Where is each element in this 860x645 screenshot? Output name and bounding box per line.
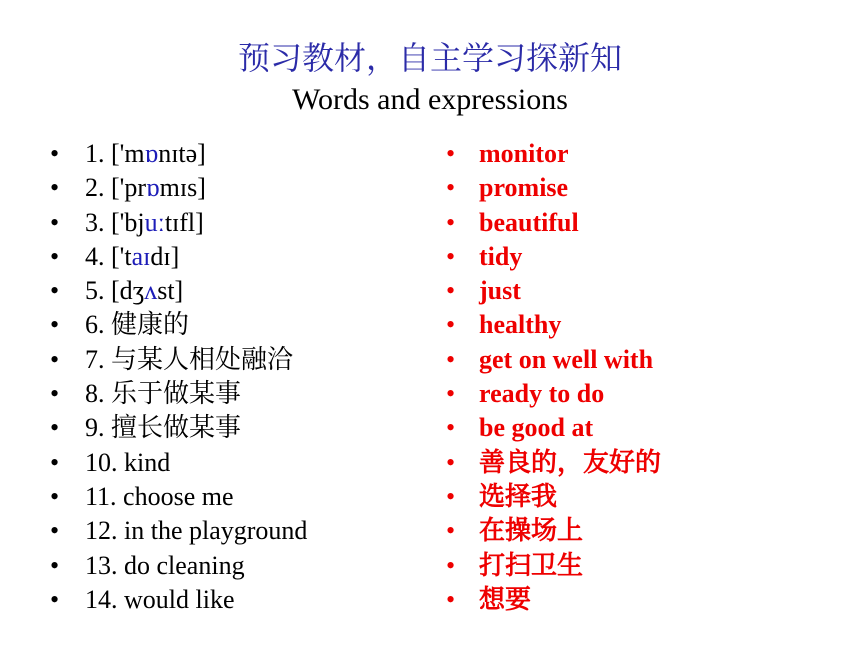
bullet-icon: • bbox=[50, 310, 60, 340]
answer-text: get on well with bbox=[479, 344, 654, 374]
phonetic-highlight: uː bbox=[144, 207, 165, 237]
bullet-icon: • bbox=[446, 481, 456, 511]
answer-text: 在操场上 bbox=[479, 516, 584, 546]
answer-text: promise bbox=[479, 173, 569, 203]
bullet-icon: • bbox=[50, 413, 60, 443]
bullet-icon: • bbox=[50, 276, 60, 306]
answer-item bbox=[446, 137, 661, 171]
bullet-icon: • bbox=[446, 139, 456, 168]
exercise-text-tail: dɪ] bbox=[150, 241, 180, 271]
bullet-icon: • bbox=[50, 241, 60, 271]
exercise-item bbox=[50, 514, 307, 548]
answer-item bbox=[446, 206, 661, 240]
exercise-item bbox=[50, 206, 307, 240]
exercise-text-tail: mɪs] bbox=[159, 173, 206, 203]
answer-item bbox=[446, 343, 661, 377]
answer-item bbox=[446, 549, 661, 583]
bullet-icon: • bbox=[446, 173, 456, 203]
exercise-item bbox=[50, 583, 307, 617]
answer-item bbox=[446, 480, 661, 514]
answer-text: be good at bbox=[479, 413, 594, 443]
answer-text: 善良的，友好的 bbox=[479, 447, 662, 477]
exercise-item bbox=[50, 308, 307, 342]
exercise-text-tail: nɪtə] bbox=[158, 139, 206, 168]
exercise-item bbox=[50, 446, 307, 480]
exercise-text: 11. choose me bbox=[85, 481, 234, 511]
exercise-item bbox=[50, 171, 307, 205]
answer-text: beautiful bbox=[479, 207, 579, 237]
answer-item bbox=[446, 240, 661, 274]
answer-text: just bbox=[479, 276, 521, 306]
bullet-icon: • bbox=[446, 550, 456, 580]
exercise-text: 4. ['t bbox=[85, 241, 132, 271]
answer-text: 想要 bbox=[479, 584, 532, 614]
exercise-item bbox=[50, 343, 307, 377]
exercise-item bbox=[50, 411, 307, 445]
bullet-icon: • bbox=[50, 207, 60, 237]
answer-text: 选择我 bbox=[479, 481, 558, 511]
bullet-icon: • bbox=[50, 173, 60, 203]
bullet-icon: • bbox=[50, 379, 60, 409]
bullet-icon: • bbox=[446, 447, 456, 477]
phonetic-highlight: ɒ bbox=[144, 139, 159, 168]
answer-text: ready to do bbox=[479, 379, 605, 409]
exercise-text: 8. 乐于做某事 bbox=[85, 379, 242, 409]
answer-text: tidy bbox=[479, 241, 523, 271]
answer-item bbox=[446, 583, 661, 617]
bullet-icon: • bbox=[446, 276, 456, 306]
answer-item bbox=[446, 274, 661, 308]
answer-text: healthy bbox=[479, 310, 562, 340]
phonetic-highlight: ɒ bbox=[146, 173, 160, 203]
answer-item bbox=[446, 171, 661, 205]
phonetic-highlight: ʌ bbox=[144, 276, 158, 306]
exercise-list bbox=[50, 137, 307, 617]
bullet-icon: • bbox=[446, 241, 456, 271]
exercise-text: 3. ['bj bbox=[85, 207, 145, 237]
exercise-item bbox=[50, 377, 307, 411]
slide-title-english: Words and expressions bbox=[292, 83, 568, 116]
exercise-text: 10. kind bbox=[85, 447, 171, 477]
exercise-item bbox=[50, 549, 307, 583]
exercise-item bbox=[50, 240, 307, 274]
bullet-icon: • bbox=[50, 516, 60, 546]
phonetic-highlight: aɪ bbox=[131, 241, 151, 271]
bullet-icon: • bbox=[446, 413, 456, 443]
exercise-text: 13. do cleaning bbox=[85, 550, 245, 580]
bullet-icon: • bbox=[446, 379, 456, 409]
exercise-item bbox=[50, 137, 307, 171]
answer-item bbox=[446, 411, 661, 445]
answer-text: monitor bbox=[479, 139, 569, 168]
bullet-icon: • bbox=[50, 344, 60, 374]
bullet-icon: • bbox=[50, 139, 60, 168]
bullet-icon: • bbox=[446, 310, 456, 340]
answer-item bbox=[446, 514, 661, 548]
bullet-icon: • bbox=[446, 516, 456, 546]
exercise-item bbox=[50, 480, 307, 514]
answer-text: 打扫卫生 bbox=[479, 550, 584, 580]
exercise-text: 1. ['m bbox=[85, 139, 145, 168]
answer-list bbox=[446, 137, 661, 617]
exercise-text: 7. 与某人相处融洽 bbox=[85, 344, 294, 374]
bullet-icon: • bbox=[50, 550, 60, 580]
bullet-icon: • bbox=[446, 207, 456, 237]
exercise-text: 2. ['pr bbox=[85, 173, 147, 203]
exercise-text: 6. 健康的 bbox=[85, 310, 190, 340]
answer-item bbox=[446, 446, 661, 480]
exercise-text: 9. 擅长做某事 bbox=[85, 413, 242, 443]
exercise-text-tail: st] bbox=[157, 276, 184, 306]
bullet-icon: • bbox=[446, 584, 456, 614]
bullet-icon: • bbox=[446, 344, 456, 374]
exercise-item bbox=[50, 274, 307, 308]
slide-title-chinese: 预习教材，自主学习探新知 bbox=[237, 40, 622, 76]
answer-item bbox=[446, 308, 661, 342]
bullet-icon: • bbox=[50, 481, 60, 511]
exercise-text: 12. in the playground bbox=[85, 516, 308, 546]
bullet-icon: • bbox=[50, 584, 60, 614]
exercise-text-tail: tɪfl] bbox=[164, 207, 204, 237]
answer-item bbox=[446, 377, 661, 411]
bullet-icon: • bbox=[50, 447, 60, 477]
exercise-text: 14. would like bbox=[85, 584, 235, 614]
exercise-text: 5. [dʒ bbox=[85, 276, 145, 306]
